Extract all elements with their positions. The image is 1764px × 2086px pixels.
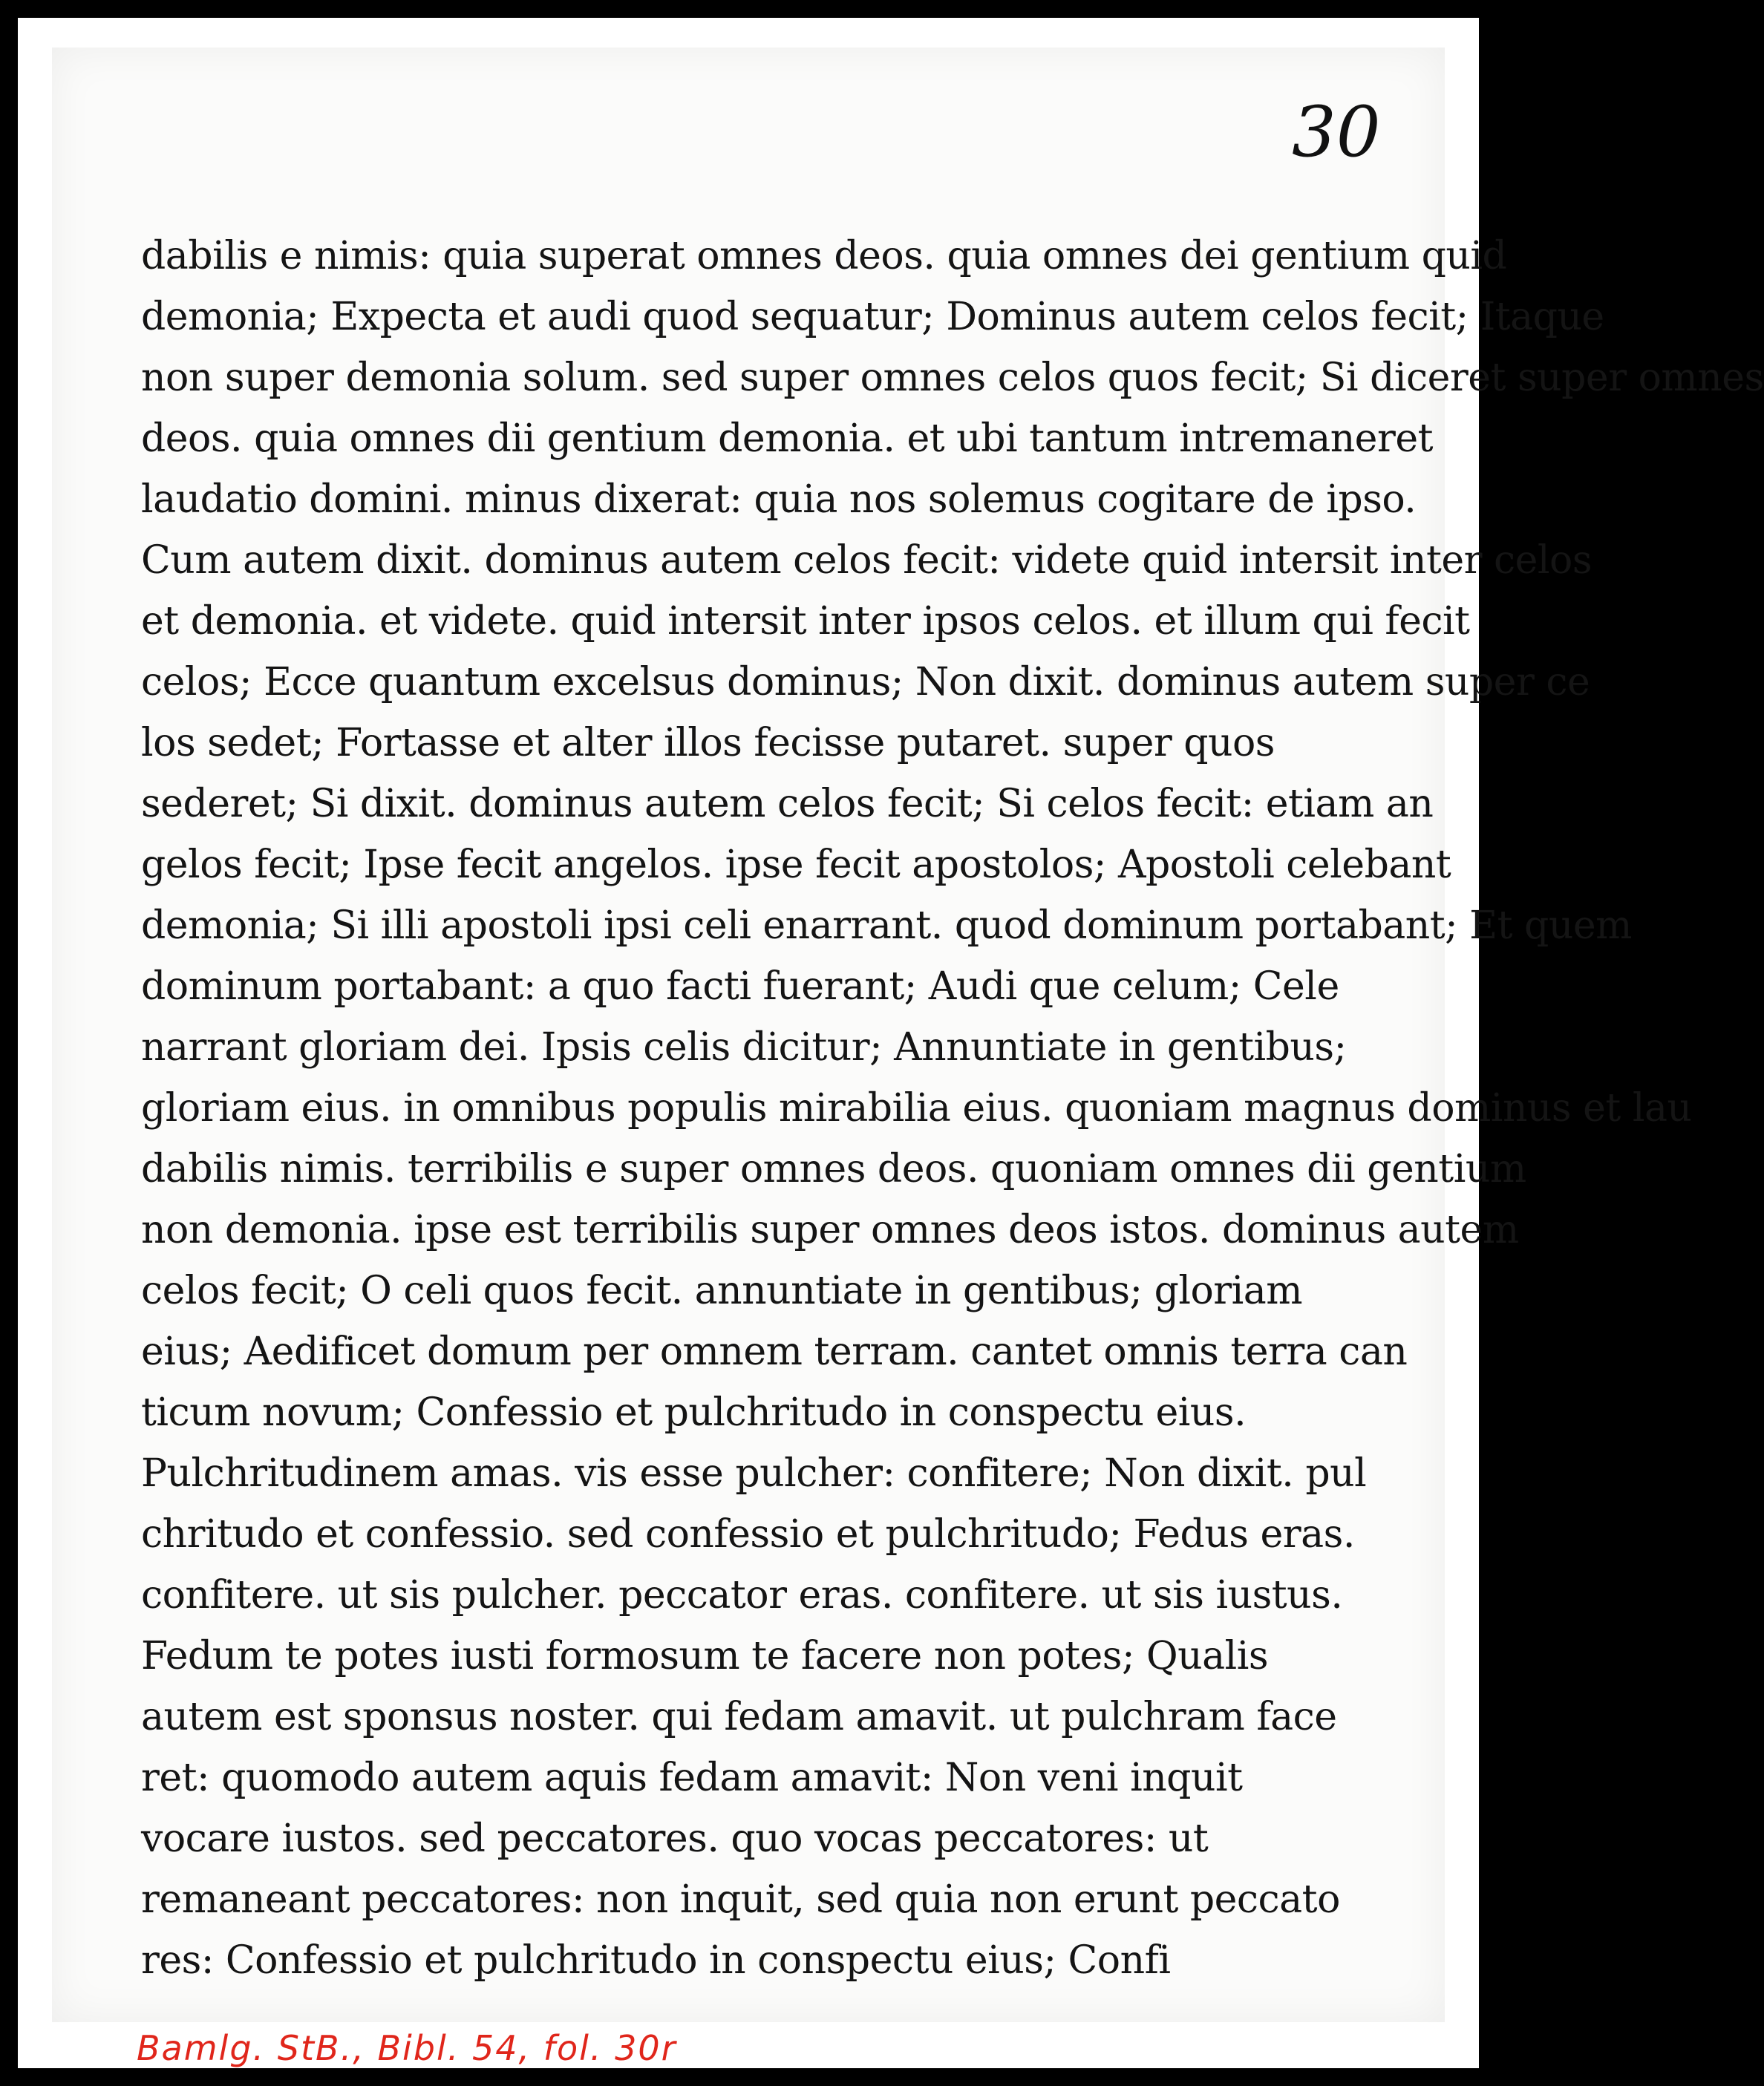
manuscript-text xyxy=(141,226,1764,1991)
manuscript-line: celos; Ecce quantum excelsus dominus; Non dixit. dominus autem super ce xyxy=(141,660,1590,704)
manuscript-line: et demonia. et videte. quid intersit inter ipsos celos. et illum qui fecit xyxy=(141,599,1470,644)
manuscript-line: celos fecit; O celi quos fecit. annuntiate in gentibus; gloriam xyxy=(141,1269,1303,1313)
manuscript-line: deos. quia omnes dii gentium demonia. et ubi tantum intremaneret xyxy=(141,416,1433,461)
manuscript-line: vocare iustos. sed peccatores. quo vocas peccatores: ut xyxy=(141,1817,1209,1861)
manuscript-line: narrant gloriam dei. Ipsis celis dicitur; Annuntiate in gentibus; xyxy=(141,1025,1347,1070)
manuscript-line: autem est sponsus noster. qui fedam amavit. ut pulchram face xyxy=(141,1695,1337,1739)
manuscript-line: Pulchritudinem amas. vis esse pulcher: confitere; Non dixit. pul xyxy=(141,1451,1367,1496)
manuscript-line: dabilis e nimis: quia superat omnes deos. quia omnes dei gentium quid xyxy=(141,234,1507,278)
manuscript-line: remaneant peccatores: non inquit, sed quia non erunt peccato xyxy=(141,1877,1340,1922)
scan-frame xyxy=(18,18,1764,2068)
manuscript-line: gelos fecit; Ipse fecit angelos. ipse fecit apostolos; Apostoli celebant xyxy=(141,843,1451,887)
manuscript-line: ticum novum; Confessio et pulchritudo in conspectu eius. xyxy=(141,1390,1247,1435)
manuscript-line: demonia; Si illi apostoli ipsi celi enarrant. quod dominum portabant; Et quem xyxy=(141,903,1632,948)
manuscript-line: sederet; Si dixit. dominus autem celos fecit; Si celos fecit: etiam an xyxy=(141,782,1434,826)
manuscript-line: res: Confessio et pulchritudo in conspectu eius; Confi xyxy=(141,1938,1171,1983)
manuscript-line: gloriam eius. in omnibus populis mirabilia eius. quoniam magnus dominus et lau xyxy=(141,1086,1692,1131)
manuscript-line: non super demonia solum. sed super omnes celos quos fecit; Si diceret super omnes xyxy=(141,356,1764,400)
shelfmark-annotation: Bamlg. StB., Bibl. 54, fol. 30r xyxy=(137,2028,677,2068)
folio-number: 30 xyxy=(1292,92,1381,173)
manuscript-line: demonia; Expecta et audi quod sequatur; Dominus autem celos fecit; Itaque xyxy=(141,295,1604,339)
manuscript-line: Cum autem dixit. dominus autem celos fecit: videte quid intersit inter celos xyxy=(141,538,1592,583)
manuscript-line: dominum portabant: a quo facti fuerant; Audi que celum; Cele xyxy=(141,964,1339,1009)
manuscript-line: eius; Aedificet domum per omnem terram. cantet omnis terra can xyxy=(141,1330,1408,1374)
manuscript-line: chritudo et confessio. sed confessio et pulchritudo; Fedus eras. xyxy=(141,1512,1355,1557)
manuscript-line: non demonia. ipse est terribilis super omnes deos istos. dominus autem xyxy=(141,1208,1519,1252)
manuscript-line: ret: quomodo autem aquis fedam amavit: Non veni inquit xyxy=(141,1756,1243,1800)
manuscript-line: laudatio domini. minus dixerat: quia nos solemus cogitare de ipso. xyxy=(141,477,1417,522)
manuscript-page xyxy=(52,48,1764,2022)
manuscript-line: Fedum te potes iusti formosum te facere non potes; Qualis xyxy=(141,1634,1269,1678)
manuscript-line: confitere. ut sis pulcher. peccator eras. confitere. ut sis iustus. xyxy=(141,1573,1343,1618)
manuscript-line: dabilis nimis. terribilis e super omnes deos. quoniam omnes dii gentium xyxy=(141,1147,1526,1191)
manuscript-line: los sedet; Fortasse et alter illos fecisse putaret. super quos xyxy=(141,721,1275,765)
